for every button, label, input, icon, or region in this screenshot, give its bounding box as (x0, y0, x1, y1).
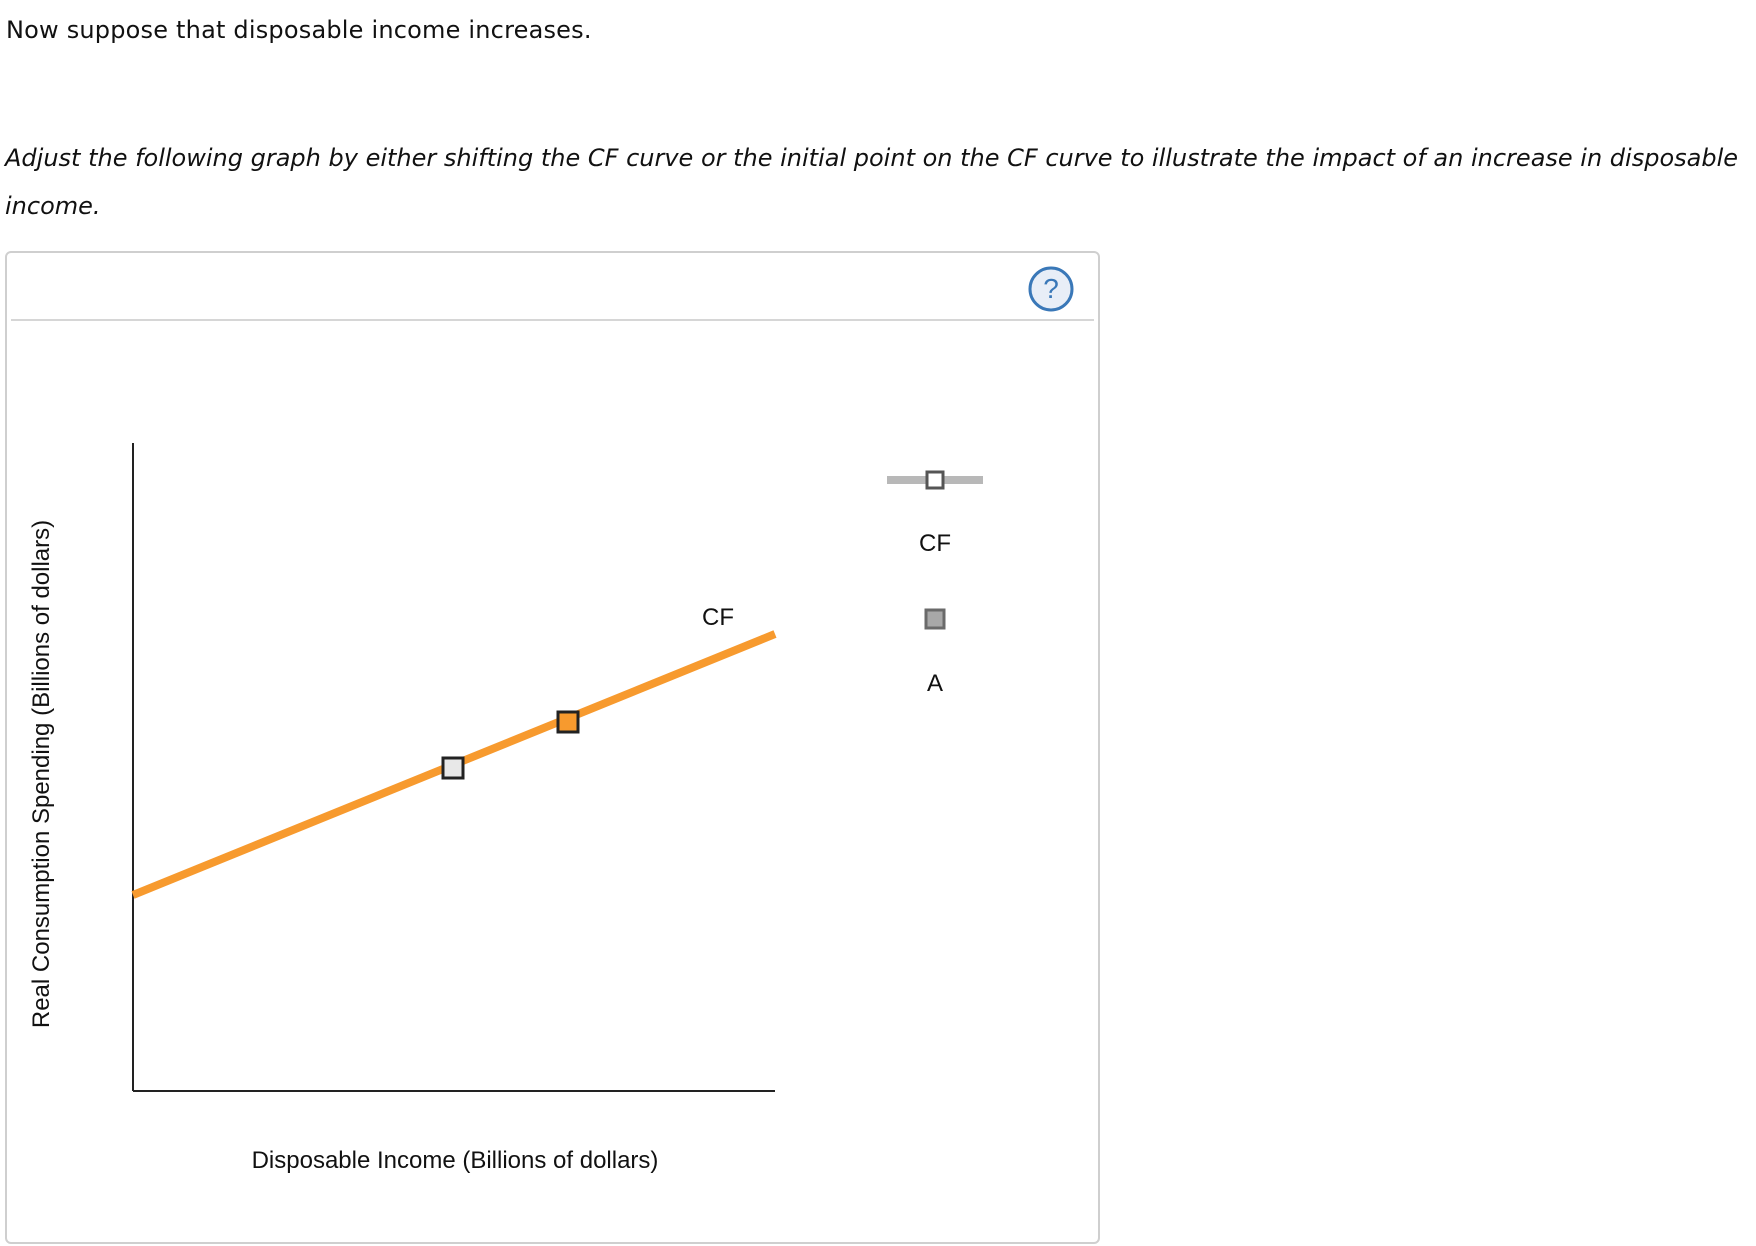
question-intro: Now suppose that disposable income increases. (6, 16, 592, 44)
question-instruction: Adjust the following graph by either shifting the CF curve or the initial point on the CF curve to illustrate the impact of an increase in disposable income. (5, 144, 1739, 220)
y-axis-label: Real Consumption Spending (Billions of dollars) (28, 519, 55, 1029)
x-axis-label: Disposable Income (Billions of dollars) (251, 1147, 659, 1174)
line-tool-handle (927, 472, 943, 488)
cf-curve-label: CF (702, 604, 734, 631)
palette-label-cf: CF (919, 530, 951, 557)
palette-tool-a[interactable] (926, 610, 944, 697)
palette-label-a: A (926, 670, 944, 697)
point-tool-icon (926, 610, 944, 628)
initial-point[interactable] (443, 758, 463, 778)
graph-panel (5, 251, 1100, 1244)
graph-area (7, 253, 1102, 1246)
help-symbol: ? (1043, 273, 1059, 304)
moved-point[interactable] (558, 712, 578, 732)
palette-tool-cf[interactable] (887, 472, 983, 557)
